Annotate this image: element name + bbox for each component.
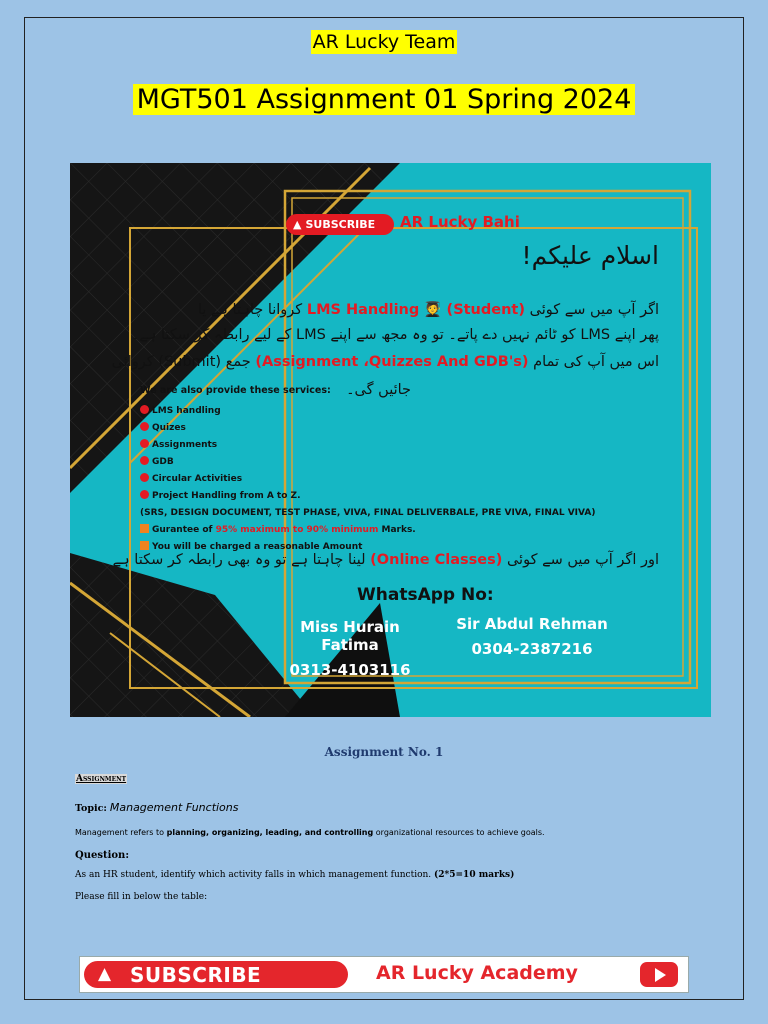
bullet-icon	[140, 456, 149, 465]
fill-instruction: Please fill in below the table:	[75, 892, 208, 902]
bullet-icon	[140, 473, 149, 482]
services-list	[140, 403, 595, 556]
bell-icon: ▲	[98, 964, 112, 984]
bell-icon: ▲	[293, 218, 302, 231]
star-icon	[140, 541, 149, 550]
academy-name: AR Lucky Academy	[376, 962, 578, 984]
contact-1: Miss Hurain Fatima 0313-4103116	[289, 618, 411, 679]
urdu-line-2: پھر اپنے LMS کو ٹائم نہیں دے پاتے۔ تو وہ مجھ سے اپنے LMS کے لیے رابطہ کر سکتا ہے۔	[130, 327, 659, 343]
services-detail: (SRS, DESIGN DOCUMENT, TEST PHASE, VIVA, FINAL DELIVERBALE, PRE VIVA, FINAL VIVA)	[140, 508, 596, 518]
topic-line: Topic: Management Functions	[75, 801, 239, 814]
star-icon	[140, 524, 149, 533]
question-text: As an HR student, identify which activity falls in which management function. (2*5=10 marks)	[75, 870, 515, 880]
contact-2: Sir Abdul Rehman 0304-2387216	[456, 615, 608, 658]
section-label: Assignment	[76, 774, 127, 784]
urdu-line-3: اس میں آپ کی تمام (Assignment ،Quizzes And GDB's) جمع (Submit) کروائی	[111, 354, 659, 370]
list-item: GDB	[140, 454, 595, 471]
promo-banner	[70, 163, 711, 717]
footer-banner[interactable]	[79, 956, 689, 993]
list-item: Circular Activities	[140, 471, 595, 488]
bullet-icon	[140, 422, 149, 431]
subscribe-badge[interactable]: ▲ SUBSCRIBE	[286, 214, 394, 235]
urdu-line-4: جائیں گی۔	[346, 382, 411, 398]
brand-name: AR Lucky Bahi	[400, 213, 520, 231]
youtube-play-icon[interactable]	[640, 962, 678, 987]
services-heading: We are also provide these services:	[140, 385, 331, 396]
list-item: Assignments	[140, 437, 595, 454]
bullet-icon	[140, 439, 149, 448]
list-item: Quizes	[140, 420, 595, 437]
definition-line: Management refers to planning, organizing, leading, and controlling organizational resources to achieve goals.	[75, 828, 545, 837]
assignment-number: Assignment No. 1	[324, 745, 444, 759]
subscribe-button[interactable]	[84, 961, 348, 988]
guarantee-line: Gurantee of 95% maximum to 90% minimum Marks.	[140, 522, 595, 539]
urdu-line-1: اگر آپ میں سے کوئی (Student) 🧑‍🎓 LMS Handling کروانا چاہتا ہے یا	[197, 302, 659, 318]
bullet-icon	[140, 490, 149, 499]
online-classes-line: اور اگر آپ میں سے کوئی (Online Classes) لینا چاہتا ہے تو وہ بھی رابطہ کر سکتا ہے	[112, 552, 659, 568]
team-heading: AR Lucky Team	[312, 31, 456, 53]
bullet-icon	[140, 405, 149, 414]
charged-line: You will be charged a reasonable Amount	[140, 539, 595, 556]
greeting: اسلام علیکم!	[521, 241, 659, 270]
page-title: MGT501 Assignment 01 Spring 2024	[0, 84, 768, 115]
whatsapp-heading: WhatsApp No:	[357, 585, 494, 605]
question-label: Question:	[75, 850, 130, 861]
subscribe-label: SUBSCRIBE	[130, 963, 262, 987]
list-item: LMS handling	[140, 403, 595, 420]
list-item: Project Handling from A to Z.	[140, 488, 595, 505]
